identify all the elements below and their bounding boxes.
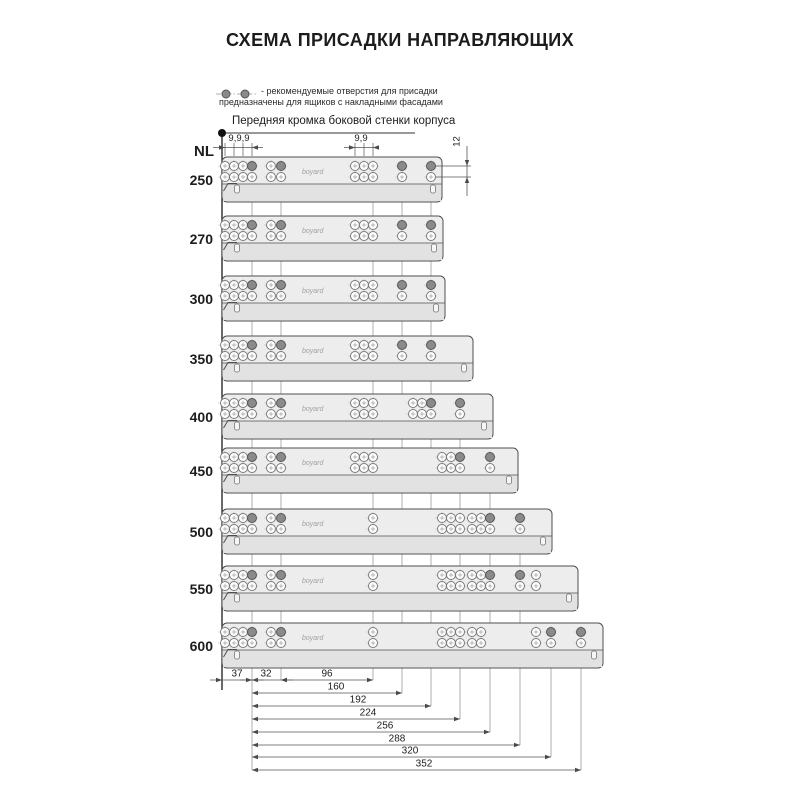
recommended-hole — [427, 281, 436, 290]
dim-arrow — [514, 743, 520, 747]
rail-flange — [223, 243, 442, 260]
dim-arrow — [252, 730, 258, 734]
dim-arrow — [216, 678, 222, 682]
rail-slot — [592, 651, 597, 659]
recommended-hole — [398, 341, 407, 350]
legend-line-2: предназначены для ящиков с накладными фасадами — [219, 97, 443, 107]
dim-mid-spacing: 9,9 — [354, 133, 368, 144]
brand-logo: boyard — [302, 169, 324, 176]
dim-label: 320 — [401, 745, 419, 757]
dim-arrow — [349, 145, 355, 149]
front-edge-label: Передняя кромка боковой стенки корпуса — [232, 115, 456, 127]
recommended-hole — [277, 399, 286, 408]
recommended-hole — [486, 514, 495, 523]
dim-arrow — [396, 691, 402, 695]
rail-slot — [567, 594, 572, 602]
brand-logo: boyard — [302, 348, 324, 355]
dim-label: 37 — [231, 668, 243, 680]
rail-slot — [235, 304, 240, 312]
recommended-hole — [456, 453, 465, 462]
dim-arrow — [425, 704, 431, 708]
brand-logo: boyard — [302, 228, 324, 235]
dim-arrow — [252, 704, 258, 708]
recommended-hole — [398, 281, 407, 290]
recommended-hole — [277, 341, 286, 350]
dim-arrow — [252, 755, 258, 759]
rail-slot — [235, 244, 240, 252]
dim-arrow — [465, 177, 469, 183]
recommended-hole — [277, 162, 286, 171]
row-length-label: 270 — [189, 231, 213, 247]
brand-logo: boyard — [302, 578, 324, 585]
recommended-hole — [277, 571, 286, 580]
recommended-hole — [248, 341, 257, 350]
recommended-hole — [277, 281, 286, 290]
recommended-hole — [486, 571, 495, 580]
recommended-hole — [277, 628, 286, 637]
brand-logo: boyard — [302, 406, 324, 413]
recommended-hole — [486, 453, 495, 462]
recommended-hole — [277, 514, 286, 523]
recommended-hole — [398, 162, 407, 171]
dim-arrow — [252, 145, 258, 149]
rail-slot — [235, 422, 240, 430]
dim-label: 256 — [376, 720, 394, 732]
page-title: СХЕМА ПРИСАДКИ НАПРАВЛЯЮЩИХ — [225, 30, 575, 50]
dim-label: 224 — [359, 707, 377, 719]
rail-slot — [235, 537, 240, 545]
dim-row-offset: 12 — [451, 136, 463, 147]
recommended-hole — [248, 221, 257, 230]
dim-arrow — [465, 160, 469, 166]
rail-flange — [223, 421, 492, 438]
row-length-label: 300 — [189, 291, 213, 307]
brand-logo: boyard — [302, 635, 324, 642]
rail-flange — [223, 363, 472, 380]
legend-line-1: - рекомендуемые отверстия для присадки — [261, 86, 438, 96]
dim-arrow — [367, 678, 373, 682]
recommended-hole — [427, 221, 436, 230]
rail-slot — [431, 185, 436, 193]
brand-logo: boyard — [302, 288, 324, 295]
recommended-hole — [398, 221, 407, 230]
row-length-label: 250 — [189, 172, 213, 188]
recommended-hole — [248, 399, 257, 408]
brand-logo: boyard — [302, 460, 324, 467]
rail-flange — [223, 536, 551, 553]
rail-slot — [235, 651, 240, 659]
dim-arrow — [252, 691, 258, 695]
dim-label: 96 — [321, 668, 333, 680]
rail-slot — [434, 304, 439, 312]
dim-arrow — [281, 678, 287, 682]
rail-slot — [235, 364, 240, 372]
recommended-hole — [277, 453, 286, 462]
rail-slot — [507, 476, 512, 484]
rail-slot — [235, 185, 240, 193]
recommended-hole — [248, 514, 257, 523]
dim-arrow — [454, 717, 460, 721]
recommended-hole — [248, 571, 257, 580]
dim-arrow — [252, 768, 258, 772]
dim-label: 288 — [388, 733, 406, 745]
dim-arrow — [575, 768, 581, 772]
dim-arrow — [252, 717, 258, 721]
rail-flange — [223, 303, 444, 320]
recommended-hole — [547, 628, 556, 637]
recommended-hole — [427, 341, 436, 350]
rail-slot — [462, 364, 467, 372]
rail-slot — [432, 244, 437, 252]
dim-arrow — [545, 755, 551, 759]
row-length-label: 450 — [189, 463, 213, 479]
brand-logo: boyard — [302, 521, 324, 528]
dim-arrow — [373, 145, 379, 149]
nl-column-header: NL — [194, 143, 214, 160]
dim-front-spacing: 9,9,9 — [228, 133, 250, 144]
recommended-hole — [427, 399, 436, 408]
recommended-hole — [427, 162, 436, 171]
dim-arrow — [246, 678, 252, 682]
rail-flange — [223, 475, 517, 492]
rail-flange — [223, 593, 577, 610]
row-length-label: 350 — [189, 351, 213, 367]
dim-arrow — [252, 743, 258, 747]
rail-slot — [235, 476, 240, 484]
recommended-hole — [248, 281, 257, 290]
recommended-hole — [248, 162, 257, 171]
dim-label: 32 — [260, 668, 272, 680]
rail-flange — [223, 184, 441, 201]
recommended-hole — [516, 571, 525, 580]
recommended-hole — [248, 453, 257, 462]
recommended-hole — [516, 514, 525, 523]
dim-label: 352 — [415, 758, 433, 770]
recommended-hole — [277, 221, 286, 230]
rail-slot — [541, 537, 546, 545]
rail-slot — [482, 422, 487, 430]
recommended-hole — [248, 628, 257, 637]
row-length-label: 400 — [189, 409, 213, 425]
dim-label: 192 — [349, 694, 367, 706]
row-length-label: 550 — [189, 581, 213, 597]
recommended-hole — [577, 628, 586, 637]
row-length-label: 500 — [189, 524, 213, 540]
dim-arrow — [484, 730, 490, 734]
recommended-hole — [456, 399, 465, 408]
dim-label: 160 — [327, 681, 345, 693]
rail-flange — [223, 650, 602, 667]
rail-slot — [235, 594, 240, 602]
row-length-label: 600 — [189, 638, 213, 654]
